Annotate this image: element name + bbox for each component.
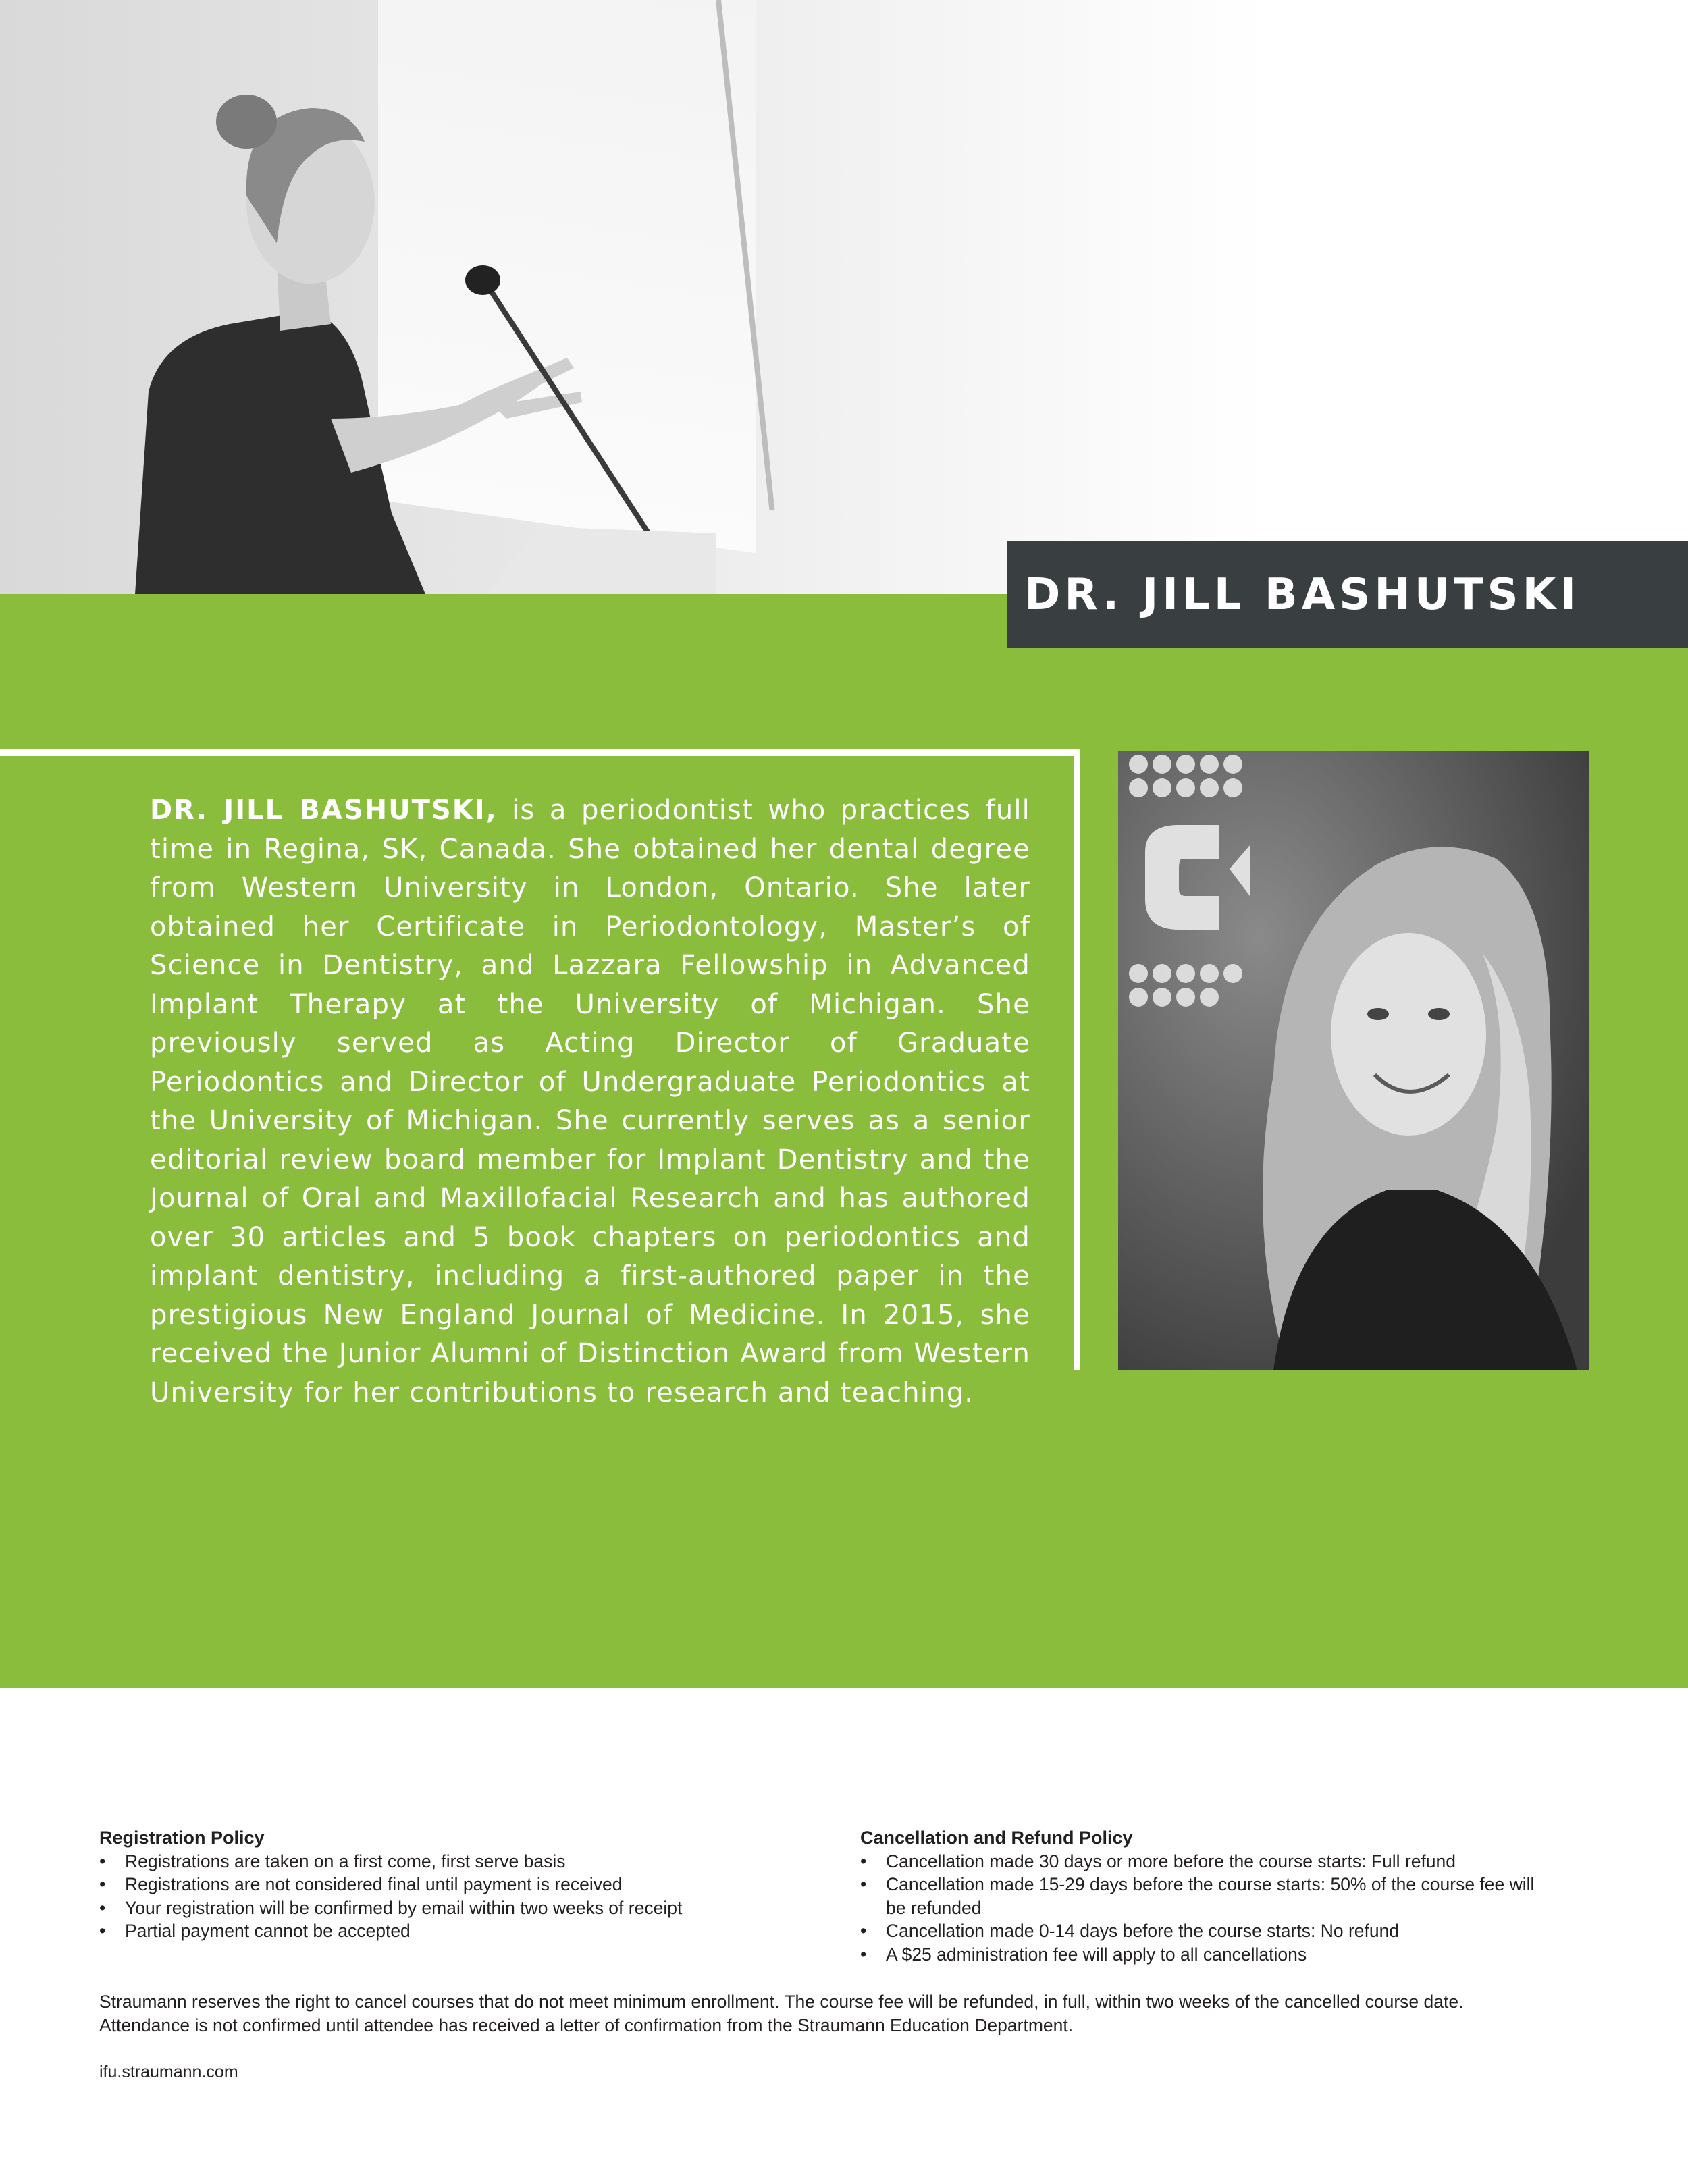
- registration-policy: [99, 1826, 808, 1943]
- list-item: • Registrations are not considered final until payment is received: [99, 1873, 808, 1896]
- disclaimer-line: Attendance is not confirmed until attendee has received a letter of confirmation from the Straumann Education Department.: [99, 2015, 1074, 2035]
- bio-lead-name: DR. JILL BASHUTSKI,: [150, 795, 498, 826]
- speaker-name: DR. JILL BASHUTSKI: [1024, 570, 1580, 620]
- list-item: • Partial payment cannot be accepted: [99, 1919, 808, 1943]
- list-item: • Your registration will be confirmed by email within two weeks of receipt: [99, 1896, 808, 1920]
- speaker-illustration: [108, 41, 716, 594]
- disclaimer-line: Straumann reserves the right to cancel courses that do not meet minimum enrollment. The course fee will be refunded, in full, within two weeks of the cancelled course date.: [99, 1992, 1464, 2012]
- speaker-bio: [150, 791, 1030, 1412]
- enrollment-disclaimer: [99, 1990, 1605, 2037]
- list-item: • Cancellation made 30 days or more before the course starts: Full refund: [860, 1850, 1556, 1873]
- list-item: • Cancellation made 0-14 days before the course starts: No refund: [860, 1919, 1556, 1943]
- bio-frame-right-rule: [1074, 749, 1080, 1370]
- bio-text: is a periodontist who practices full time in Regina, SK, Canada. She obtained her dental degree from Western University in London, Ontario. She later obtained her Certificate in Periodontology, Master’s of Science in Dentistry, and Lazzara Fellowship in Advanced Implant Therapy at the University of Michigan. She previously served as Acting Director of Graduate Periodontics and Director of Undergraduate Periodontics at the University of Michigan. She currently serves as a senior editorial review board member for Implant Dentistry and the Journal of Oral and Maxillofacial Research and has authored over 30 articles and 5 book chapters on periodontics and implant dentistry, including a first-authored paper in the prestigious New England Journal of Medicine. In 2015, she received the Junior Alumni of Distinction Award from Western University for her contributions to research and teaching.: [150, 795, 1030, 1408]
- cancellation-policy: [860, 1826, 1556, 1966]
- bio-frame-top-rule: [0, 749, 1080, 756]
- registration-policy-title: Registration Policy: [99, 1828, 265, 1848]
- portrait-illustration: [1118, 751, 1589, 1370]
- list-item: • Registrations are taken on a first come, first serve basis: [99, 1850, 808, 1873]
- list-item: • Cancellation made 15-29 days before the course starts: 50% of the course fee will be refunded: [860, 1873, 1556, 1919]
- list-item: • A $25 administration fee will apply to all cancellations: [860, 1943, 1556, 1967]
- cancellation-policy-title: Cancellation and Refund Policy: [860, 1828, 1133, 1848]
- website-link[interactable]: ifu.straumann.com: [99, 2062, 238, 2081]
- hero-photo: [0, 0, 1688, 594]
- speaker-portrait: [1118, 751, 1589, 1370]
- speaker-name-banner: [1007, 541, 1688, 648]
